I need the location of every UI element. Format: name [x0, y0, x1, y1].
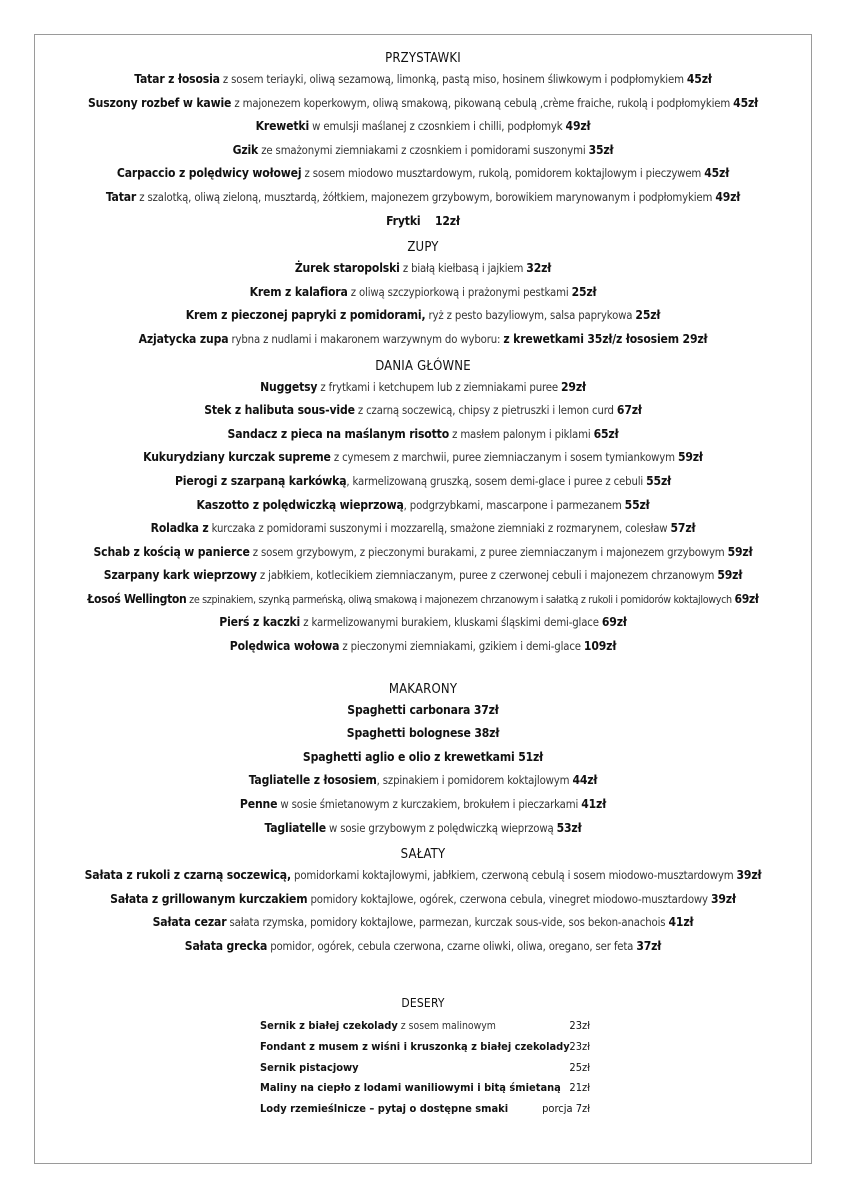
item-name: Gzik — [232, 142, 259, 157]
section-title: DESERY — [401, 996, 445, 1010]
dessert-item — [260, 1037, 590, 1058]
item-name: Sałata cezar — [152, 915, 227, 930]
item-price: 67zł — [616, 403, 642, 418]
item-name: Lody rzemieślnicze – pytaj o dostępne smaki — [260, 1102, 509, 1116]
item-name: Sernik pistacjowy — [260, 1060, 359, 1074]
item-description: z sosem malinowym — [397, 1020, 496, 1032]
item-name: Krem z pieczonej papryki z pomidorami, — [185, 308, 426, 323]
menu-item — [38, 423, 808, 447]
section-salaty — [34, 846, 812, 958]
menu-item — [38, 911, 808, 935]
item-name: Frytki — [386, 213, 421, 228]
menu-item — [38, 281, 808, 305]
item-name: Krem z kalafiora — [249, 284, 348, 299]
item-price: 25zł — [635, 308, 661, 323]
menu-item — [38, 635, 808, 659]
item-price: 55zł — [624, 497, 650, 512]
item-description: pomidory koktajlowe, ogórek, czerwona cebula, vinegret miodowo-musztardowy — [307, 891, 711, 906]
item-price: 59zł — [727, 544, 753, 559]
section-przystawki — [34, 50, 812, 233]
item-description: , podgrzybkami, mascarpone i parmezanem — [403, 497, 625, 512]
item-price: 23zł — [569, 1039, 590, 1053]
menu-item — [38, 328, 808, 352]
menu-item — [38, 115, 808, 139]
item-name: Fondant z musem z wiśni i kruszonką z białej czekolady — [260, 1039, 570, 1053]
item-name: Suszony rozbef w kawie — [87, 95, 232, 110]
item-description: ryż z pesto bazyliowym, salsa paprykowa — [425, 308, 636, 323]
item-name: Kaszotto z polędwiczką wieprzową — [196, 497, 404, 512]
item-description: , szpinakiem i pomidorem koktajlowym — [376, 773, 573, 788]
menu-item — [38, 68, 808, 92]
item-description: z czarną soczewicą, chipsy z pietruszki i lemon curd — [354, 403, 617, 418]
menu-item — [38, 186, 808, 210]
item-price: 59zł — [717, 568, 743, 583]
item-price: 35zł — [588, 142, 614, 157]
menu-item — [38, 376, 808, 400]
item-name: Tagliatelle z łososiem — [248, 773, 377, 788]
item-name: Sandacz z pieca na maślanym risotto — [227, 426, 450, 441]
menu-item — [38, 746, 808, 770]
section-title: DANIA GŁÓWNE — [375, 358, 471, 374]
menu-item — [38, 722, 808, 746]
item-name: Pierś z kaczki — [219, 615, 301, 630]
item-name: Pierogi z szarpaną karkówką — [174, 473, 347, 488]
menu-item — [38, 92, 808, 116]
item-name: Stek z halibuta sous-vide — [204, 403, 355, 418]
item-price: 32zł — [526, 261, 552, 276]
item-price: 25zł — [571, 284, 597, 299]
item-description: z białą kiełbasą i jajkiem — [399, 261, 527, 276]
item-name: Roladka z — [150, 521, 209, 536]
item-description: sałata rzymska, pomidory koktajlowe, parmezan, kurczak sous-vide, sos bekon-anachois — [226, 915, 669, 930]
item-price: 12zł — [420, 213, 460, 228]
item-name: Carpaccio z polędwicy wołowej — [116, 166, 302, 181]
item-name: Spaghetti carbonara 37zł — [347, 702, 499, 717]
item-description: z oliwą szczypiorkową i prażonymi pestkami — [347, 284, 572, 299]
item-description: ze smażonymi ziemniakami z czosnkiem i pomidorami suszonymi — [258, 142, 589, 157]
item-description: z jabłkiem, kotlecikiem ziemniaczanym, puree z czerwonej cebuli i majonezem chrzanowym — [256, 568, 718, 583]
item-description: pomidor, ogórek, cebula czerwona, czarne oliwki, oliwa, oregano, ser feta — [267, 939, 637, 953]
menu-item — [38, 864, 808, 888]
menu-item — [38, 470, 808, 494]
item-name: Polędwica wołowa — [229, 639, 340, 654]
item-price: 37zł — [636, 939, 662, 953]
item-price: 53zł — [556, 820, 582, 835]
item-price: 25zł — [569, 1060, 590, 1074]
item-description: w sosie grzybowym z polędwiczką wieprzową — [325, 820, 557, 835]
item-price: 49zł — [715, 189, 741, 204]
item-name: Sałata grecka — [184, 939, 268, 953]
item-description: z pieczonymi ziemniakami, gzikiem i demi-glace — [339, 639, 584, 654]
item-name: Schab z kością w panierce — [93, 544, 250, 559]
menu-item — [38, 564, 808, 588]
menu-item — [38, 588, 808, 612]
item-price: 39zł — [736, 868, 762, 883]
item-price: 109zł — [583, 639, 617, 654]
item-name: Spaghetti bolognese 38zł — [346, 726, 500, 741]
item-name: Szarpany kark wieprzowy — [103, 568, 257, 583]
dessert-item — [260, 1016, 590, 1037]
item-price: 45zł — [704, 166, 730, 181]
menu-item — [38, 139, 808, 163]
menu-item — [38, 399, 808, 423]
section-zupy — [34, 239, 812, 351]
dessert-item — [260, 1078, 590, 1099]
section-title: ZUPY — [407, 240, 439, 256]
menu-item — [38, 304, 808, 328]
menu-item — [38, 517, 808, 541]
dessert-item — [260, 1099, 590, 1120]
item-description: z cymesem z marchwii, puree ziemniaczanym i sosem tymiankowym — [330, 450, 678, 465]
item-price: 69zł — [601, 615, 627, 630]
menu-item — [38, 257, 808, 281]
section-title: PRZYSTAWKI — [385, 51, 461, 66]
dessert-item — [260, 1058, 590, 1079]
menu-item — [38, 817, 808, 841]
item-name: Żurek staropolski — [294, 261, 400, 276]
item-description: z szalotką, oliwą zieloną, musztardą, żółtkiem, majonezem grzybowym, borowikiem marynowanym i podpłomykiem — [136, 189, 716, 204]
item-description: ze szpinakiem, szynką parmeńską, oliwą smakową i majonezem chrzanowym i sałatką z rukoli i pomidorów koktajlowych — [186, 592, 735, 606]
item-description: z frytkami i ketchupem lub z ziemniakami puree — [317, 379, 562, 394]
item-name: Sałata z rukoli z czarną soczewicą, — [84, 868, 291, 883]
section-dania-glowne — [34, 358, 812, 659]
item-description: z sosem miodowo musztardowym, rukolą, pomidorem koktajlowym i pieczywem — [301, 166, 705, 181]
item-price: 49zł — [565, 119, 591, 134]
item-name: Penne — [239, 797, 278, 812]
item-description: w emulsji maślanej z czosnkiem i chilli, podpłomyk — [309, 119, 566, 134]
item-price: porcja 7zł — [542, 1102, 590, 1116]
section-title: SAŁATY — [400, 847, 446, 863]
item-price: 45zł — [733, 95, 759, 110]
item-price: 65zł — [593, 426, 619, 441]
menu-item — [38, 611, 808, 635]
menu-body — [34, 50, 812, 965]
item-price: 23zł — [569, 1019, 590, 1032]
item-description: z sosem teriayki, oliwą sezamową, limonką, pastą miso, hosinem śliwkowym i podpłomykiem — [219, 72, 687, 86]
item-price: 41zł — [668, 915, 694, 930]
item-description: rybna z nudlami i makaronem warzywnym do wyboru: — [228, 331, 504, 346]
item-description: z sosem grzybowym, z pieczonymi burakami, z puree ziemniaczanym i majonezem grzybowym — [249, 544, 728, 559]
menu-item — [38, 793, 808, 817]
menu-item — [38, 494, 808, 518]
menu-item — [38, 446, 808, 470]
section-title: MAKARONY — [388, 681, 458, 697]
section-makarony — [34, 681, 812, 841]
item-name: Tatar z łososia — [134, 72, 220, 86]
item-price: z krewetkami 35zł/z łososiem 29zł — [503, 331, 708, 346]
item-name: Kukurydziany kurczak supreme — [143, 450, 331, 465]
menu-item — [38, 935, 808, 959]
item-price: 21zł — [569, 1081, 590, 1095]
item-name: Sałata z grillowanym kurczakiem — [110, 891, 308, 906]
menu-item — [38, 541, 808, 565]
item-price: 39zł — [710, 891, 736, 906]
item-name: Spaghetti aglio e olio z krewetkami 51zł — [302, 749, 544, 764]
item-name: Tatar — [105, 189, 137, 204]
item-name: Azjatycka zupa — [138, 331, 229, 346]
item-name: Nuggetsy — [260, 379, 318, 394]
item-description: w sosie śmietanowym z kurczakiem, brokułem i pieczarkami — [277, 797, 582, 812]
menu-item — [38, 888, 808, 912]
item-price: 59zł — [677, 450, 703, 465]
item-price: 45zł — [686, 72, 712, 86]
section-desery — [34, 994, 812, 1116]
item-description: , karmelizowaną gruszką, sosem demi-glace i puree z cebuli — [346, 473, 647, 488]
item-price: 55zł — [646, 473, 671, 488]
item-price: 29zł — [561, 379, 586, 394]
item-description: kurczaka z pomidorami suszonymi i mozzarellą, smażone ziemniaki z rozmarynem, colesław — [208, 521, 671, 536]
item-name: Sernik z białej czekolady — [260, 1019, 398, 1032]
item-description: z karmelizowanymi burakiem, kluskami śląskimi demi-glace — [300, 615, 602, 630]
item-name: Łosoś Wellington — [87, 591, 187, 606]
item-price: 44zł — [572, 773, 598, 788]
item-description: z majonezem koperkowym, oliwą smakową, pikowaną cebulą ,crème fraiche, rukolą i podpłomykiem — [231, 95, 734, 110]
item-name: Tagliatelle — [264, 820, 326, 835]
item-description: z masłem palonym i piklami — [449, 426, 594, 441]
menu-item — [38, 699, 808, 723]
item-price: 57zł — [670, 521, 696, 536]
dessert-list — [260, 1016, 590, 1120]
menu-item — [38, 162, 808, 186]
item-description: pomidorkami koktajlowymi, jabłkiem, czerwoną cebulą i sosem miodowo-musztardowym — [290, 868, 737, 883]
menu-item — [38, 769, 808, 793]
item-price: 69zł — [734, 591, 759, 606]
menu-item — [38, 210, 808, 234]
item-name: Krewetki — [255, 119, 310, 134]
item-name: Maliny na ciepło z lodami waniliowymi i bitą śmietaną — [260, 1081, 561, 1095]
item-price: 41zł — [581, 797, 607, 812]
